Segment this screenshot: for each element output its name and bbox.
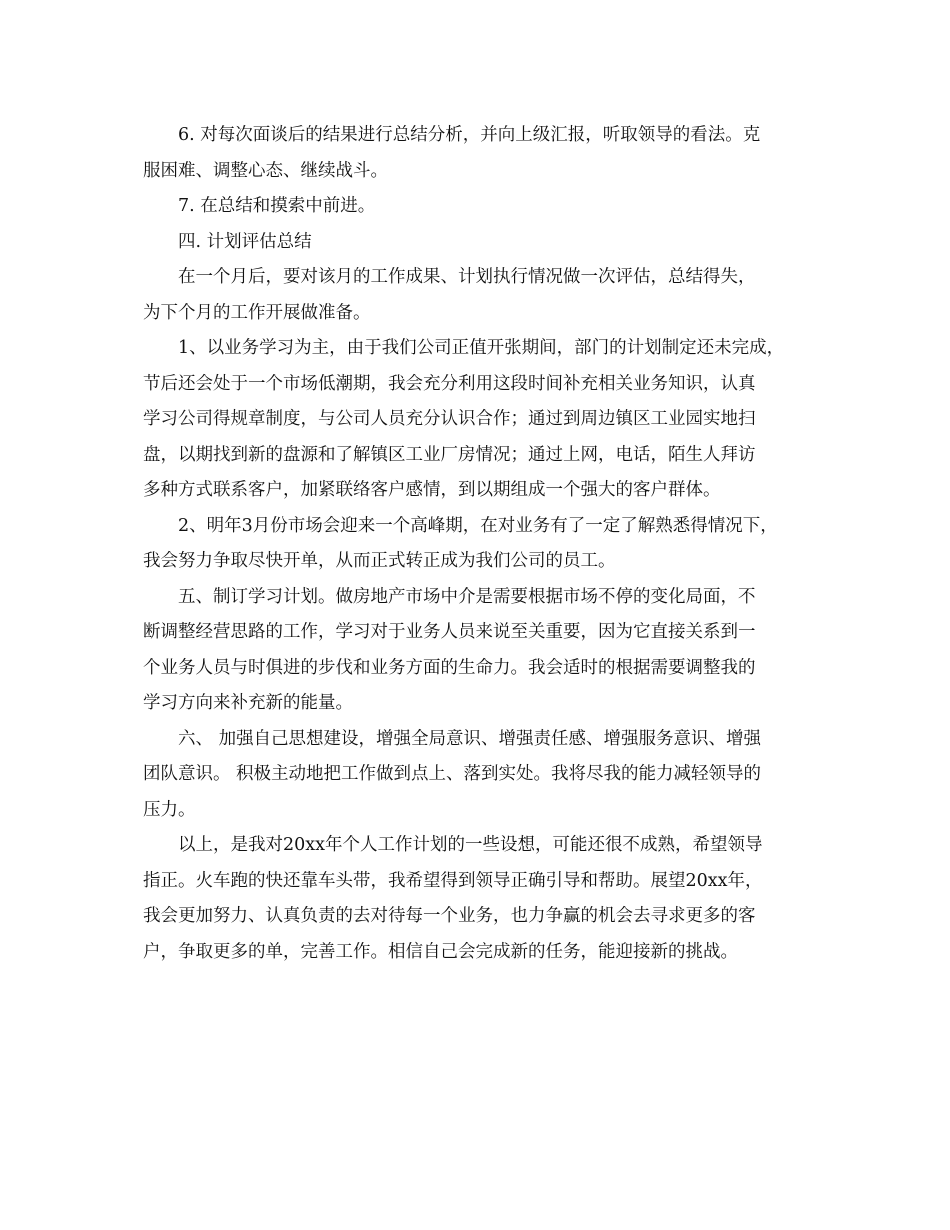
text-line: 我会更加努力、认真负责的去对待每一个业务，也力争赢的机会去寻求更多的客 <box>143 906 756 926</box>
text-line: 6. 对每次面谈后的结果进行总结分析，并向上级汇报，听取领导的看法。克 <box>178 125 761 145</box>
text-line: 个业务人员与时俱进的步伐和业务方面的生命力。我会适时的根据需要调整我的 <box>143 657 756 678</box>
text-line: 学习公司得规章制度，与公司人员充分认识合作；通过到周边镇区工业园实地扫 <box>143 409 756 429</box>
text-line: 在一个月后，要对该月的工作成果、计划执行情况做一次评估，总结得失， <box>178 267 756 287</box>
text-line: 1、以业务学习为主，由于我们公司正值开张期间，部门的计划制定还未完成， <box>178 338 785 358</box>
text-line: 压力。 <box>143 799 196 820</box>
text-line: 服困难、调整心态、继续战斗。 <box>143 160 388 181</box>
text-line: 四. 计划评估总结 <box>178 231 312 252</box>
text-line: 团队意识。 积极主动地把工作做到点上、落到实处。我将尽我的能力减轻领导的 <box>143 764 762 784</box>
text-line: 我会努力争取尽快开单，从而正式转正成为我们公司的员工。 <box>143 551 616 571</box>
text-line: 六、 加强自己思想建设，增强全局意识、增强责任感、增强服务意识、增强 <box>178 728 762 749</box>
text-line: 为下个月的工作开展做准备。 <box>143 302 371 323</box>
document-body <box>143 118 813 970</box>
text-line: 以上，是我对20xx年个人工作计划的一些设想，可能还很不成熟，希望领导 <box>178 835 763 855</box>
text-line: 7. 在总结和摸索中前进。 <box>178 196 376 216</box>
text-line: 2、明年3月份市场会迎来一个高峰期，在对业务有了一定了解熟悉得情况下， <box>178 515 778 536</box>
text-line: 户，争取更多的单，完善工作。相信自己会完成新的任务，能迎接新的挑战。 <box>143 941 738 962</box>
text-line: 断调整经营思路的工作，学习对于业务人员来说至关重要，因为它直接关系到一 <box>143 622 756 642</box>
text-line: 指正。火车跑的快还靠车头带，我希望得到领导正确引导和帮助。展望20xx年， <box>143 870 763 891</box>
text-line: 学习方向来补充新的能量。 <box>143 693 353 713</box>
text-line: 多种方式联系客户，加紧联络客户感情，到以期组成一个强大的客户群体。 <box>143 480 721 500</box>
text-line: 五、制订学习计划。做房地产市场中介是需要根据市场不停的变化局面，不 <box>178 586 756 607</box>
text-line: 节后还会处于一个市场低潮期，我会充分利用这段时间补充相关业务知识，认真 <box>143 373 756 394</box>
text-line: 盘，以期找到新的盘源和了解镇区工业厂房情况；通过上网，电话，陌生人拜访 <box>143 444 756 465</box>
